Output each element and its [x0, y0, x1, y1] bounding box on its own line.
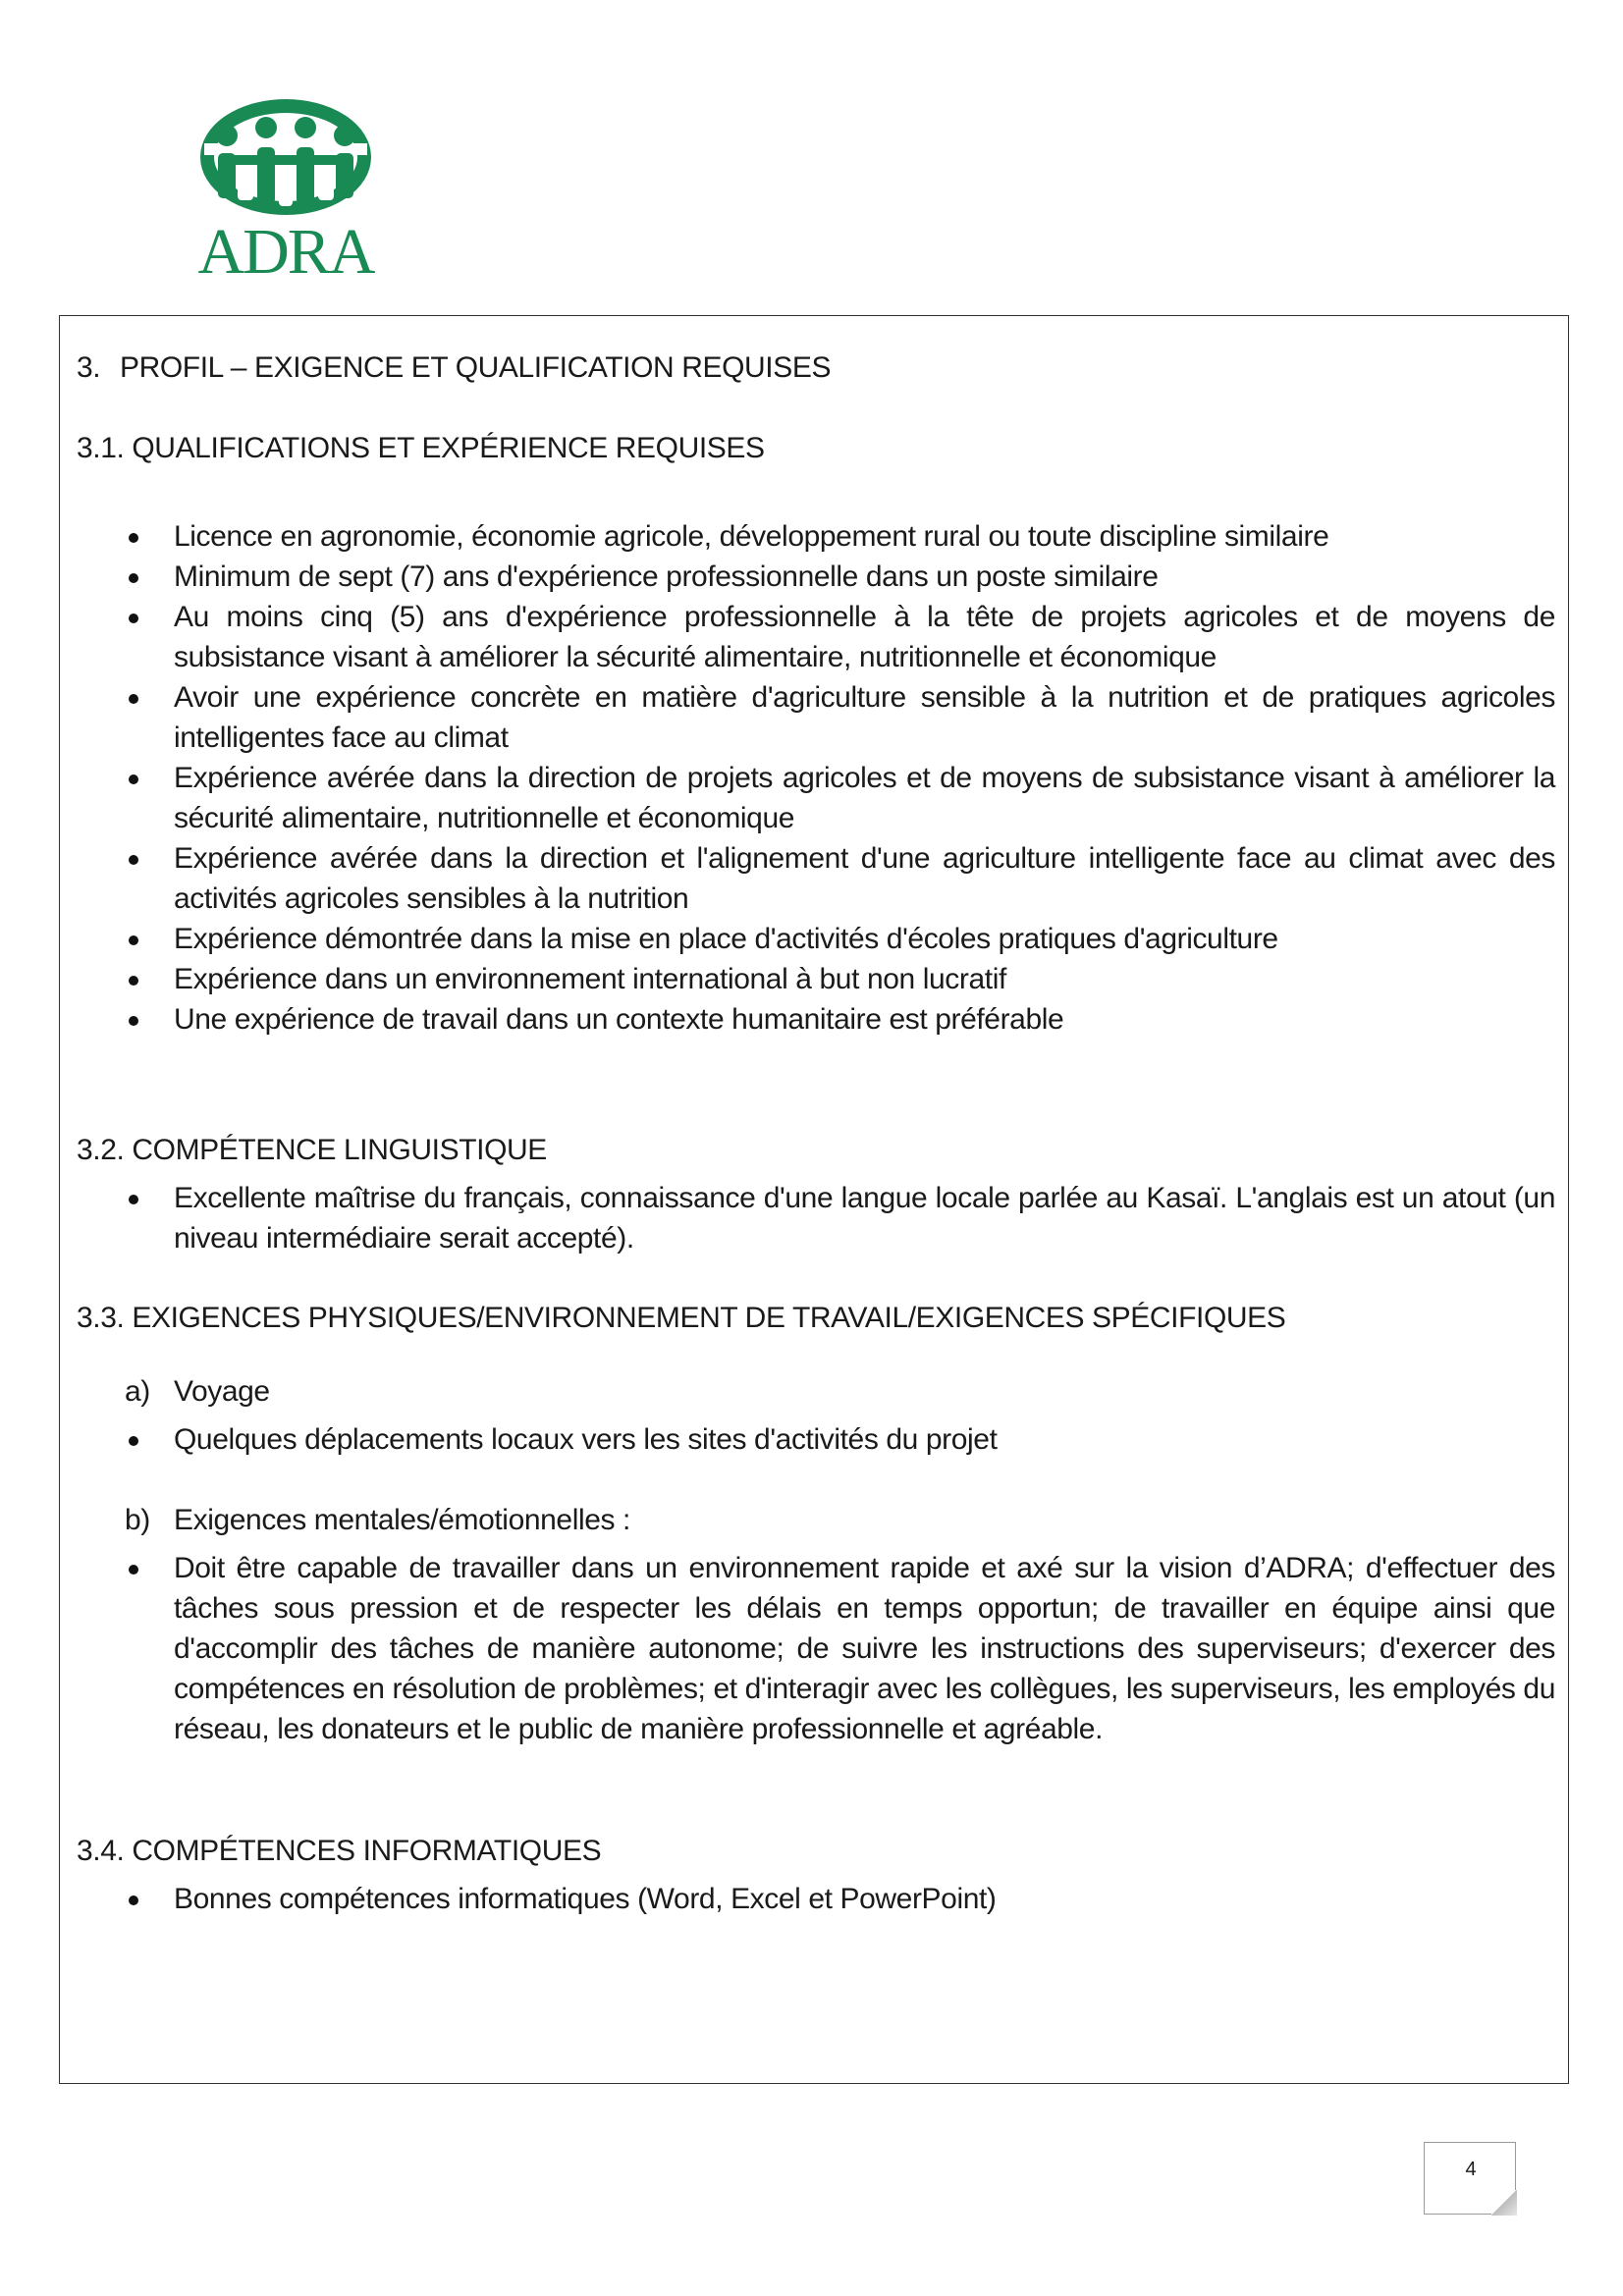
- section-3-2-heading: 3.2. COMPÉTENCE LINGUISTIQUE: [77, 1134, 547, 1166]
- list-item: Au moins cinq (5) ans d'expérience professionnelle à la tête de projets agricoles et de moyens de subsistance visant à améliorer la sécurité alimentaire, nutritionnelle et économique: [77, 597, 1555, 677]
- bullet-icon: [129, 533, 138, 543]
- bullet-icon: [129, 573, 138, 583]
- section-3-title: PROFIL – EXIGENCE ET QUALIFICATION REQUISES: [120, 351, 832, 384]
- bullet-icon: [129, 1565, 138, 1575]
- subsection-b-title: Exigences mentales/émotionnelles :: [174, 1504, 630, 1536]
- section-3-3-heading: 3.3. EXIGENCES PHYSIQUES/ENVIRONNEMENT DE TRAVAIL/EXIGENCES SPÉCIFIQUES: [77, 1302, 1286, 1334]
- bullet-icon: [129, 1195, 138, 1204]
- bullet-icon: [129, 1436, 138, 1446]
- subsection-a-label: a): [125, 1375, 150, 1408]
- list-item: Expérience démontrée dans la mise en place d'activités d'écoles pratiques d'agriculture: [77, 919, 1555, 959]
- language-list: [77, 1178, 1555, 1258]
- bullet-icon: [129, 694, 138, 704]
- list-item: Quelques déplacements locaux vers les sites d'activités du projet: [77, 1419, 1555, 1460]
- list-item: Une expérience de travail dans un contexte humanitaire est préférable: [77, 999, 1555, 1040]
- adra-logo: [192, 96, 379, 288]
- qualifications-list: [77, 516, 1555, 1040]
- list-item: Bonnes compétences informatiques (Word, Excel et PowerPoint): [77, 1879, 1555, 1919]
- bullet-icon: [129, 935, 138, 945]
- page-curl-icon: [1491, 2190, 1517, 2216]
- bullet-icon: [129, 774, 138, 784]
- subsection-a-title: Voyage: [174, 1375, 270, 1408]
- document-content: [77, 347, 1555, 1919]
- page-number-box: [1424, 2142, 1516, 2215]
- list-item: Doit être capable de travailler dans un environnement rapide et axé sur la vision d’ADRA; d'effectuer des tâches sous pression et de respecter les délais en temps opportun; de travailler en équipe ainsi que d'accomplir des tâches de manière autonome; de suivre les instructions des superviseurs; d'exercer des compétences en résolution de problèmes; et d'interagir avec les collègues, les superviseurs, les employés du réseau, les donateurs et le public de manière professionnelle et agréable.: [77, 1548, 1555, 1749]
- bullet-icon: [129, 976, 138, 986]
- section-3-4-heading: 3.4. COMPÉTENCES INFORMATIQUES: [77, 1835, 602, 1867]
- section-3-heading: [77, 347, 1555, 388]
- mental-requirements-list: [77, 1548, 1555, 1749]
- list-item: Expérience avérée dans la direction de projets agricoles et de moyens de subsistance visant à améliorer la sécurité alimentaire, nutritionnelle et économique: [77, 758, 1555, 838]
- adra-emblem-icon: [192, 96, 379, 224]
- bullet-icon: [129, 1896, 138, 1905]
- list-item: Excellente maîtrise du français, connaissance d'une langue locale parlée au Kasaï. L'anglais est un atout (un niveau intermédiaire serait accepté).: [77, 1178, 1555, 1258]
- bullet-icon: [129, 855, 138, 865]
- subsection-b-heading: [77, 1500, 1555, 1540]
- section-3-1-heading: 3.1. QUALIFICATIONS ET EXPÉRIENCE REQUISES: [77, 432, 765, 464]
- logo-wordmark: ADRA: [197, 216, 374, 288]
- list-item: Licence en agronomie, économie agricole, développement rural ou toute discipline similaire: [77, 516, 1555, 557]
- subsection-a-heading: [77, 1371, 1555, 1412]
- list-item: Avoir une expérience concrète en matière d'agriculture sensible à la nutrition et de pratiques agricoles intelligentes face au climat: [77, 677, 1555, 758]
- bullet-icon: [129, 1016, 138, 1026]
- list-item: Expérience avérée dans la direction et l'alignement d'une agriculture intelligente face au climat avec des activités agricoles sensibles à la nutrition: [77, 838, 1555, 919]
- page-number: 4: [1465, 2159, 1477, 2180]
- list-item: Expérience dans un environnement international à but non lucratif: [77, 959, 1555, 999]
- bullet-icon: [129, 614, 138, 623]
- computer-skills-list: [77, 1879, 1555, 1919]
- travel-list: [77, 1419, 1555, 1460]
- section-3-number: 3.: [77, 351, 101, 384]
- list-item: Minimum de sept (7) ans d'expérience professionnelle dans un poste similaire: [77, 557, 1555, 597]
- subsection-b-label: b): [125, 1504, 150, 1536]
